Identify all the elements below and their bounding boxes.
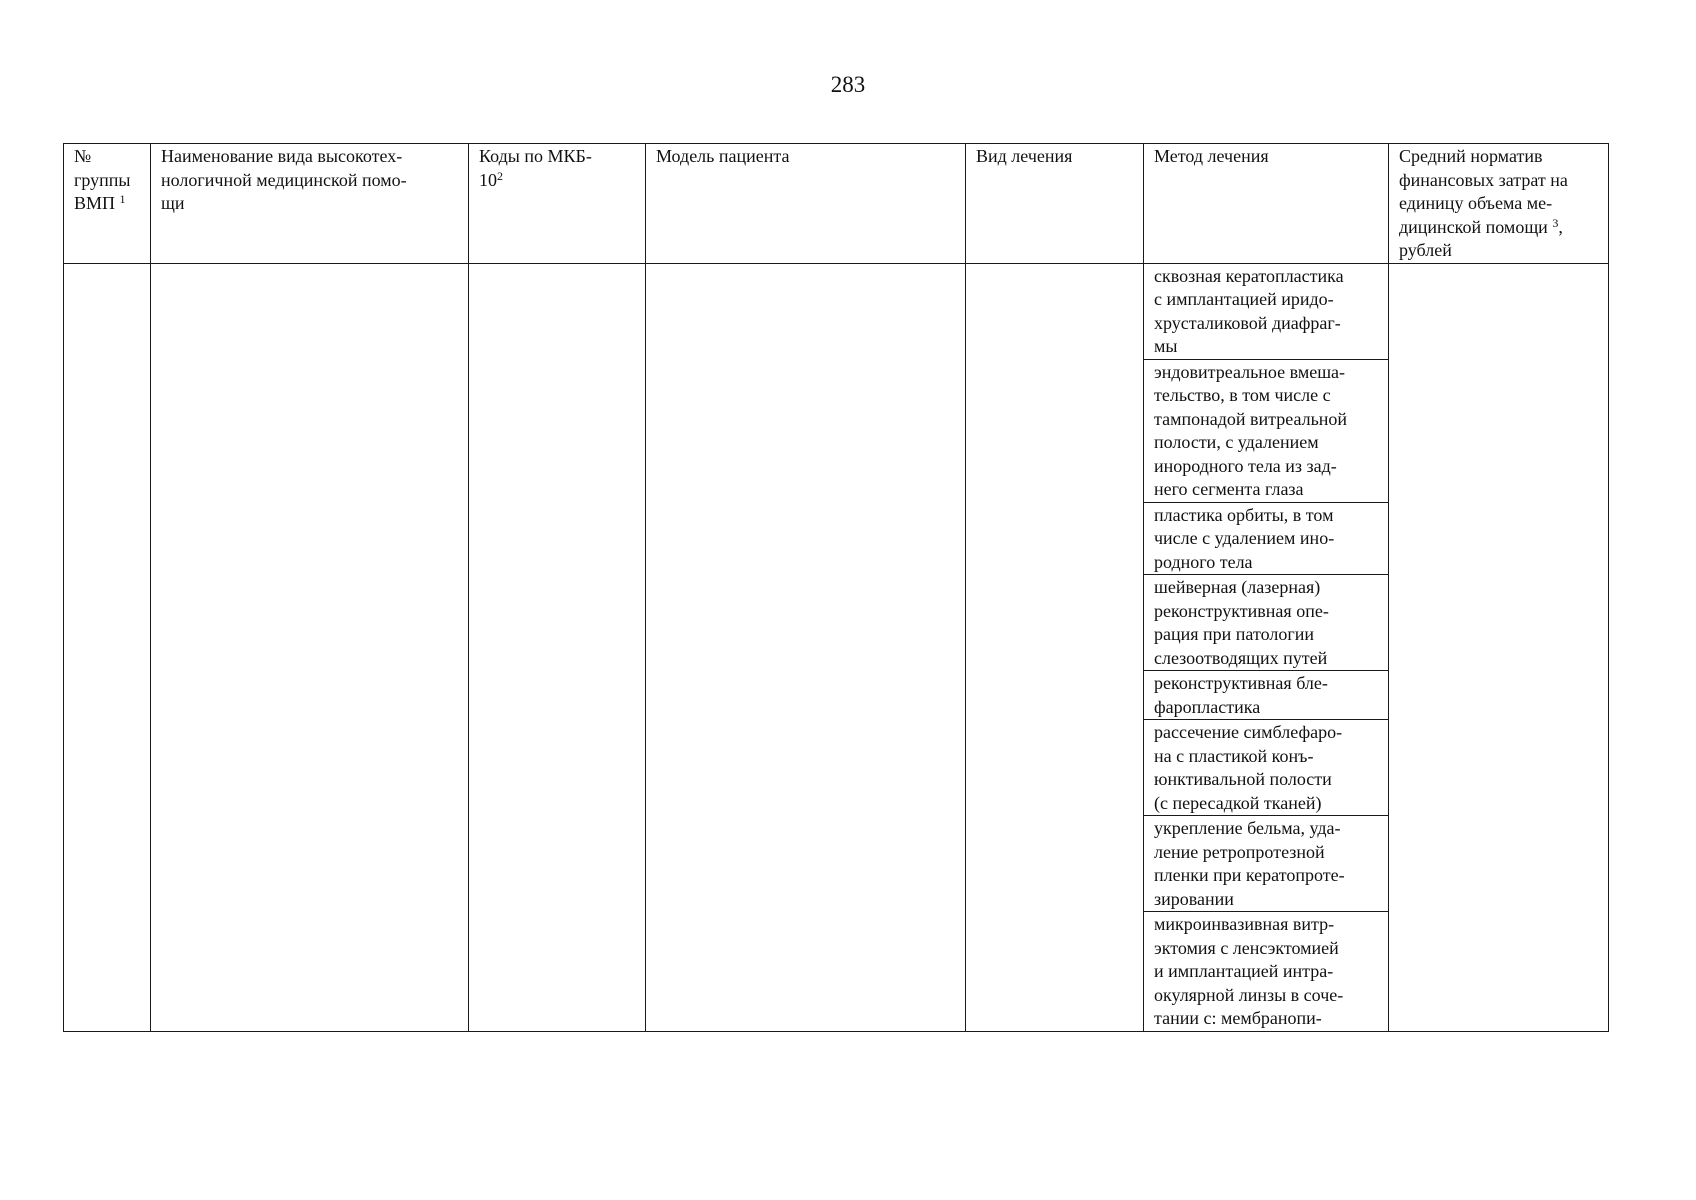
- header-group-number: [64, 144, 151, 264]
- cell-treatment-methods: [1144, 263, 1389, 1031]
- header-care-type-name: [151, 144, 469, 264]
- header-text: Метод лечения: [1154, 146, 1269, 166]
- cell-icd-codes: [469, 263, 646, 1031]
- footnote-mark: 1: [119, 192, 126, 206]
- methods-list: [1144, 264, 1388, 1031]
- page-number: 283: [830, 72, 866, 97]
- footnote-mark: 2: [497, 168, 503, 183]
- header-text: Вид лечения: [976, 146, 1073, 166]
- header-cost-standard: [1389, 144, 1609, 264]
- header-row: [64, 144, 1609, 264]
- list-item: сквозная кератопластика с имплантацией иридо- хрусталиковой диафраг- мы: [1144, 264, 1388, 360]
- vmp-table: [63, 143, 1609, 1032]
- header-text-suffix: , рублей: [1399, 216, 1563, 260]
- cell-cost-standard: [1389, 263, 1609, 1031]
- header-treatment-type: [966, 144, 1144, 264]
- cell-patient-model: [646, 263, 966, 1031]
- header-text: Наименование вида высокотех- нологичной медицинской помо- щи: [161, 146, 407, 213]
- footnote-mark: 3: [1552, 215, 1559, 230]
- header-text: № группы ВМП: [74, 146, 131, 213]
- list-item: шейверная (лазерная) реконструктивная опе- рация при патологии слезоотводящих путей: [1144, 575, 1388, 671]
- list-item: пластика орбиты, в том числе с удалением ино- родного тела: [1144, 503, 1388, 576]
- list-item: рассечение симблефаро- на с пластикой конъ- юнктивальной полости (с пересадкой тканей): [1144, 720, 1388, 816]
- table-row: [64, 263, 1609, 1031]
- cell-treatment-type: [966, 263, 1144, 1031]
- cell-care-type-name: [151, 263, 469, 1031]
- header-text: Средний норматив финансовых затрат на единицу объема ме- дицинской помощи: [1399, 146, 1568, 237]
- header-icd-codes: [469, 144, 646, 264]
- list-item: реконструктивная бле- фаропластика: [1144, 671, 1388, 720]
- list-item: укрепление бельма, уда- ление ретропротезной пленки при кератопроте- зировании: [1144, 816, 1388, 912]
- header-text: Коды по МКБ- 10: [479, 146, 592, 190]
- header-patient-model: [646, 144, 966, 264]
- list-item: эндовитреальное вмеша- тельство, в том числе с тампонадой витреальной полости, с удалением инородного тела из зад- него сегмента глаза: [1144, 360, 1388, 503]
- list-item: микроинвазивная витр- эктомия с ленсэктомией и имплантацией интра- окулярной линзы в соче- тании с: мембранопи-: [1154, 914, 1344, 1028]
- cell-group-number: [64, 263, 151, 1031]
- header-text: Модель пациента: [656, 146, 790, 166]
- header-treatment-method: [1144, 144, 1389, 264]
